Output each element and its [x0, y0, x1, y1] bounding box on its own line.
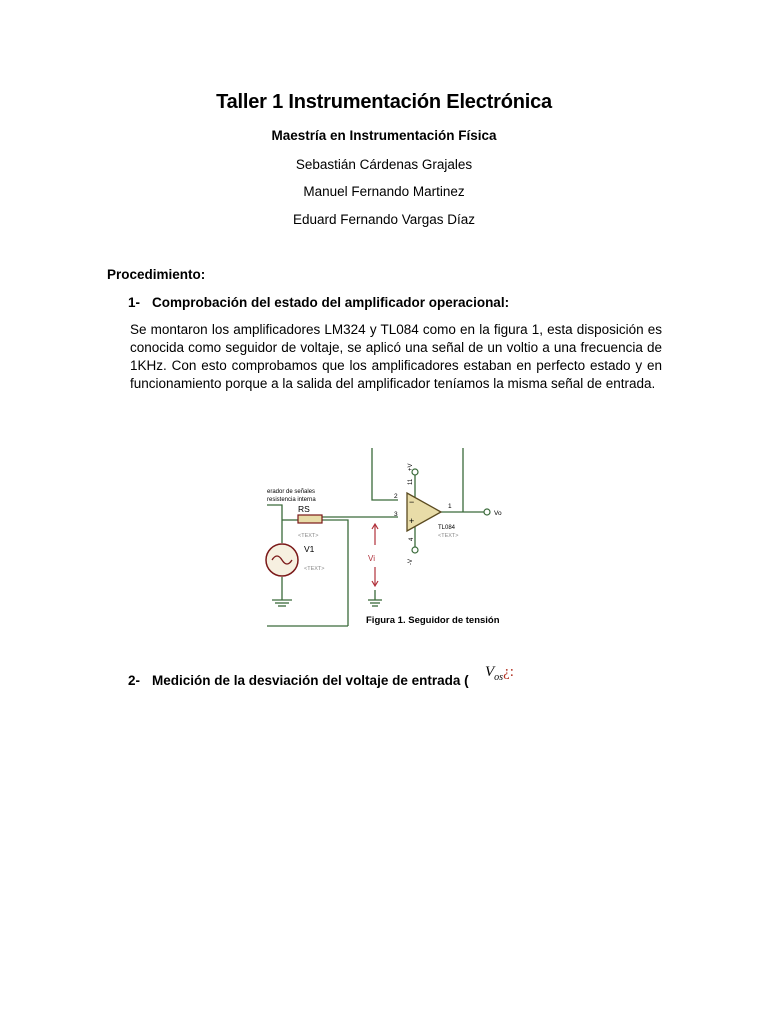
pin-label: 4: [409, 537, 415, 541]
supply-label: -V: [408, 559, 414, 565]
author-name: Sebastián Cárdenas Grajales: [295, 157, 473, 172]
formula-after: ¿:: [503, 664, 514, 680]
author-name: Eduard Fernando Vargas Díaz: [292, 212, 476, 227]
item-1-heading: [128, 295, 509, 310]
chip-text: <TEXT>: [438, 533, 459, 539]
rs-label: RS: [298, 504, 310, 514]
document-subtitle: Maestría en Instrumentación Física: [271, 128, 497, 143]
pin-label: 11: [408, 478, 414, 485]
item-1-title: Comprobación del estado del amplificador operacional:: [152, 295, 510, 310]
item-2-number: 2-: [128, 673, 141, 688]
document-title: Taller 1 Instrumentación Electrónica: [216, 91, 552, 113]
rs-text: <TEXT>: [298, 533, 319, 539]
author-name: Manuel Fernando Martinez: [303, 184, 465, 199]
resistor-rs: [298, 515, 322, 523]
formula-vos: [485, 664, 514, 683]
minus-sign: −: [409, 497, 415, 507]
formula-main: V: [485, 664, 495, 680]
item-1-number: 1-: [128, 295, 141, 310]
item-1-paragraph: Se montaron los amplificadores LM324 y TL084 como en la figura 1, esta disposición es conocida como seguidor de voltaje, se aplicó una señal de un voltio a una frecuencia de 1KHz. Con esto comprobamos que los amplificadores estaban en perfecto estado y en funcionamiento porque a la salida del amplificador teníamos la misma señal de entrada.: [130, 322, 662, 391]
v1-text: <TEXT>: [304, 566, 325, 572]
v1-label: V1: [304, 544, 315, 554]
pin-label: 3: [394, 511, 398, 518]
generator-label: resistencia interna: [267, 497, 316, 503]
vo-label: Vo: [494, 510, 502, 517]
figure-voltage-follower-circuit: [262, 445, 524, 630]
supply-label: +V: [408, 463, 414, 471]
figure-caption: Figura 1. Seguidor de tensión: [366, 615, 500, 626]
item-2-heading: [128, 673, 469, 688]
pin-label: 1: [448, 503, 452, 510]
formula-subscript: os: [494, 672, 504, 683]
generator-label: erador de señales: [267, 489, 316, 495]
vi-label: Vi: [368, 554, 375, 563]
pin-label: 2: [394, 493, 398, 500]
section-heading: Procedimiento:: [107, 267, 206, 282]
plus-sign: +: [409, 516, 415, 526]
item-2-title: Medición de la desviación del voltaje de entrada (: [152, 673, 469, 688]
chip-label: TL084: [438, 525, 456, 531]
